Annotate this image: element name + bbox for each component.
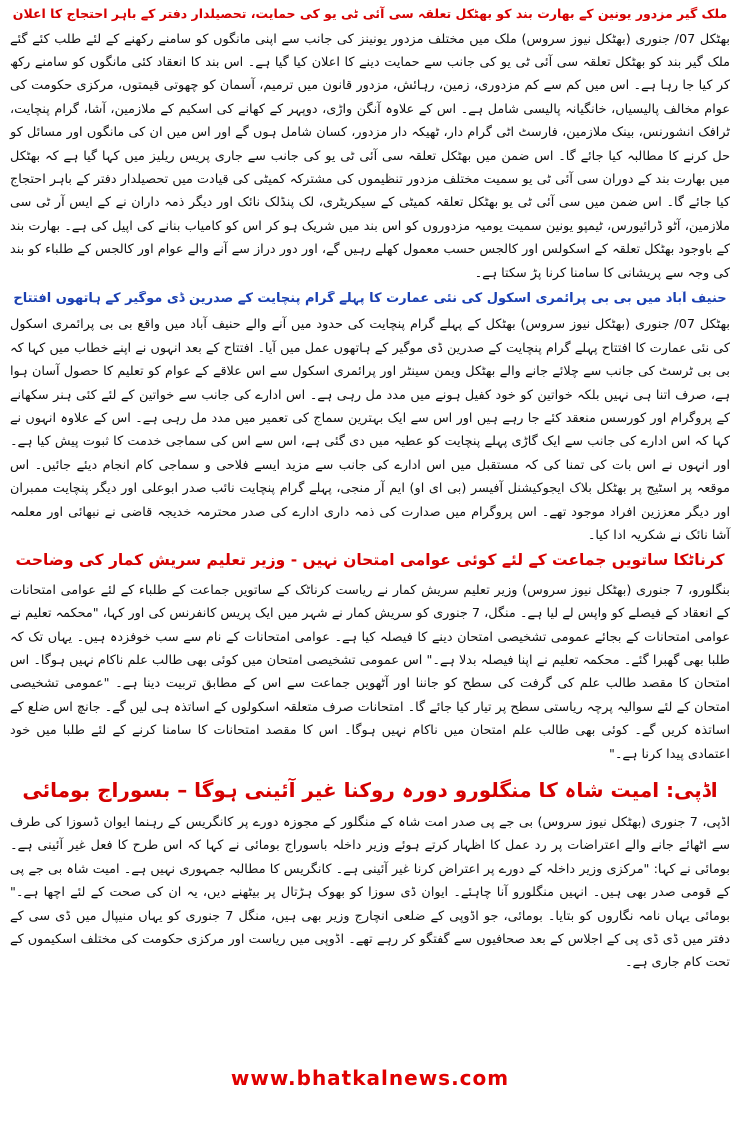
article-body: بنگلورو، 7 جنوری (بھٹکل نیوز سروس) وزیر تعلیم سریش کمار نے ریاست کرناٹک کے ساتویں جماعت کے طلباء کے لئے عوامی امتحانات کے انعقاد کے فیصلے کو واپس لے لیا ہے۔ منگل، 7 جنوری کو سریش کمار نے شہر میں ایک پریس کانفرنس کی اور کہا، "محکمہ تعلیم نے عوامی امتحانات کے بجائے عمومی تشخیصی امتحان دینے کا فیصلہ کیا ہے۔ عوامی امتحانات کے نام سے سب خوفزدہ ہیں۔ یہاں تک کہ طلبا بھی گھبرا گئے۔ محکمہ تعلیم نے اپنا فیصلہ بدلا ہے۔" اس عمومی تشخیصی امتحان میں کوئی بھی طالب علم ناکام نہیں ہوگا۔ اس امتحان کا مقصد طالب علم کی گرفت کی سطح کو جاننا اور آٹھویں جماعت سے اس کے مطابق تربیت دینا ہے۔ "عمومی تشخیصی امتحان کے لئے سوالیہ پرچہ ریاستی سطح پر تیار کیا جائے گا۔ امتحانات صرف متعلقہ اسکولوں کے اساتذہ ہی لیں گے۔ جانچ اس ضلع کے اساتذہ کریں گے۔ کوئی بھی طالب علم امتحان میں ناکام نہیں ہوگا۔ اس کا مقصد امتحانات کا سامنا کرنے کے لئے طلبا میں خود اعتمادی پیدا کرنا ہے۔" (10, 582, 730, 762)
article-body: اڈپی، 7 جنوری (بھٹکل نیوز سروس) بی جے پی صدر امت شاہ کے منگلور کے مجوزہ دورے پر کانگریس کے رہنما ایوان ڈسوزا کی طرف سے اٹھائے جانے والے اعتراضات پر رد عمل کا اظہار کرتے ہوئے وزیر داخلہ باسوراج بومائی نے کہا کہ اس طرح کا فعل غیر آئینی ہے۔ بومائی نے کہا: "مرکزی وزیر داخلہ کے دورے پر اعتراض کرنا غیر آئینی ہے۔ کانگریس کا مطالبہ جمہوری نہیں ہے۔ امیت شاہ بی جے پی کے قومی صدر بھی ہیں۔ انہیں منگلورو آنا چاہئے۔ ایوان ڈی سوزا کو بھوک ہڑتال پر بیٹھنے دیں، یہ ان کی صحت کے لئے اچھا ہے۔" بومائی یہاں نامہ نگاروں کو بتایا۔ بومائی، جو اڈوپی کے ضلعی انچارج وزیر بھی ہیں، منگل 7 جنوری کو یہاں منیپال میں ڈی سی کے دفتر میں ڈی ڈی پی کے اجلاس کے بعد صحافیوں سے گفتگو کر رہے تھے۔ اڈوپی میں ریاست اور مرکزی حکومت کی مختلف اسکیموں کے تحت کام جاری ہے۔ (10, 815, 730, 971)
site-url: www.bhatkalnews.com (230, 1066, 510, 1090)
headline: اڈپی: امیت شاہ کا منگلورو دورہ روکنا غیر آئینی ہوگا – بسوراج بومائی (22, 778, 718, 803)
headline: کرناٹکا ساتویں جماعت کے لئے کوئی عوامی امتحان نہیں - وزیر تعلیم سریش کمار کی وضاحت (15, 551, 725, 570)
article-amit-shah-visit (10, 778, 730, 975)
article-karnataka-exam (10, 551, 730, 766)
headline: حنیف آباد میں بی بی پرائمری اسکول کی نئی عمارت کا پہلے گرام پنچایت کے صدرین ڈی موگیر کے ہاتھوں افتتاح (13, 291, 727, 307)
article-body: بھٹکل 07/ جنوری (بھٹکل نیوز سروس) ملک میں مختلف مزدور یونینز کی جانب سے اپنی مانگوں کو سامنے رکھنے کے لئے طلب کئے گئے ملک گیر بند کو بھٹکل تعلقہ سی آئی ٹی یو کی جانب سے حمایت دینے کا اعلان کیا گیا ہے۔ اس بند کا انعقاد کئی مانگوں کو سامنے رکھ کر کیا جا رہا ہے۔ اس میں کم سے کم مزدوری، زمین، رہائش، مزدور قانون میں ترمیم، آسمان کو چھوتی قیمتوں، مرکزی حکومت کی عوام مخالف پالیسیاں، خانگیانہ پالیسی شامل ہے۔ اس کے علاوہ آنگن واڑی، دوپہر کے کھانے کی اسکیم کے ملازمین، آشا، گرام پنچایت، ٹرافک انشورنس، بینک ملازمین، فارسٹ اٹی گرام دار، ٹھیکہ دار مزدور، کسان شامل ہوں گے اور اس میں ان کی مانگوں اور مسائل کو حل کرنے کا مطالبہ کیا جائے گا۔ اس ضمن میں بھٹکل تعلقہ سی آئی ٹی یو کی جانب سے جاری پریس ریلیز میں کہا گیا ہے کہ بھٹکل میں بھارت بند کے دوران سی آئی ٹی یو سمیت مختلف مزدور تنظیموں کی مشترکہ کمیٹی کی قیادت میں تحصیلدار دفتر کے باہر احتجاج کیا جائے گا۔ اس ضمن میں سی آئی ٹی یو بھٹکل تعلقہ کمیٹی کے سیکریٹری، لک پنڈلک نائک اور دیگر ذمہ داران نے کے ایس آر ٹی سی ملازمین، آٹو ڈرائیورس، ٹیمپو یونین سمیت یومیہ مزدوروں کو اس بند میں شریک ہو کر اس کو کامیاب بنانے کی اپیل کی ہے۔ بھارت بند کے باوجود بھٹکل تعلقہ کے اسکولس اور کالجس حسب معمول کھلے رہیں گے، اور دور دراز سے آنے والے عوام اور کالجس کے طلباء کو بند کی وجہ سے پریشانی کا سامنا کرنا پڑ سکتا ہے۔ (10, 31, 730, 281)
headline: ملک گیر مزدور یونین کے بھارت بند کو بھٹکل تعلقہ سی آئی ٹی یو کی حمایت، تحصیلدار دفتر کے باہر احتجاج کا اعلان (12, 6, 728, 21)
article-school-inauguration (10, 291, 730, 547)
article-body: بھٹکل 07/ جنوری (بھٹکل نیوز سروس) بھٹکل کے پہلے گرام پنچایت کی حدود میں آنے والے حنیف آباد میں واقع بی بی پرائمری اسکول کی نئی عمارت کا افتتاح پہلے گرام پنچایت کے صدرین ڈی موگیر کے ہاتھوں عمل میں آیا۔ افتتاح کے بعد انہوں نے اپنے خطاب میں کہا کہ بی بی ٹرسٹ کی جانب سے چلائے جانے والے بھٹکل ویمن سینٹر اور پرائمری اسکول سے اس علاقے کے عوام کو تعلیم کا حصول آسان ہوا ہے، صرف اتنا ہی نہیں بلکہ خواتین کو خود کفیل ہونے میں مدد مل رہی ہے۔ اس ادارے کی جانب سے خواتین کے لئے کئی ہنر سکھانے کے پروگرام اور کورسس منعقد کئے جا رہے ہیں اور اس سے ایک بہترین سماج کی تعمیر میں مدد مل رہی ہے۔ اس کے علاوہ انہوں نے کہا کہ اس ادارے کی جانب سے ایک گاڑی پہلے پنچایت کو عطیہ میں دی گئی ہے، اس سے اس کی سماجی خدمت کا ثبوت پیش کیا ہے۔ اور انہوں نے اس بات کی تمنا کی کہ مستقبل میں اس ادارے کی جانب سے مزید ایسے فلاحی و سماجی کام انجام دیئے جائیں۔ اس موقعہ پر اسٹیج پر بھٹکل بلاک ایجوکیشنل آفیسر (بی ای او) ایم آر منجی، پہلے گرام پنچایت نائب صدر ابوعلی اور دیگر پنچایت ممبران اور دیگر معززین افراد موجود تھے۔ اس پروگرام میں صدارت کی ذمہ داری ادارے کی صدر محترمہ خدیجہ قاضی نے نبھائی اور معلمہ آشا نائک نے شکریہ ادا کیا۔ (10, 317, 730, 543)
article-citu-bandh (10, 6, 730, 285)
